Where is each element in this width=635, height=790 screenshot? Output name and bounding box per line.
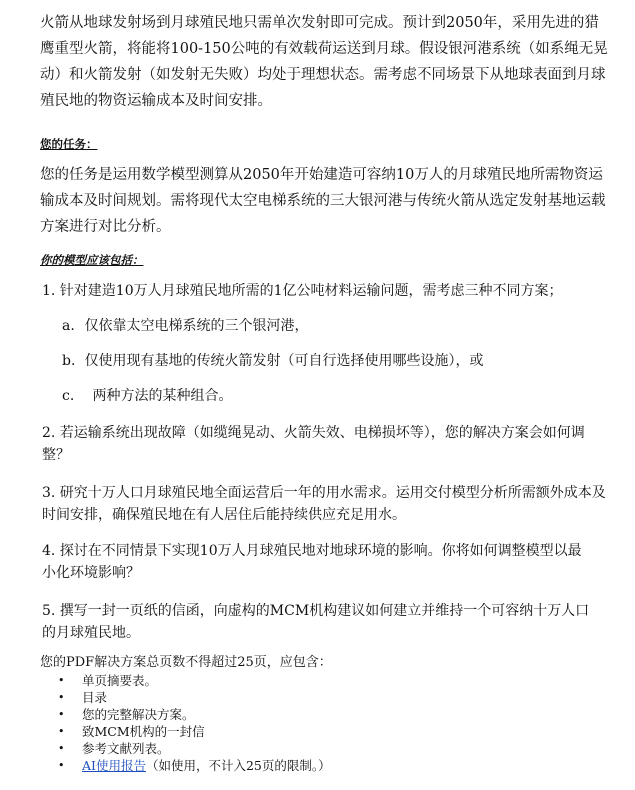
model-item-4: 4. 探讨在不同情景下实现10万人月球殖民地对地球环境的影响。你将如何调整模型以最小化环境影响？: [42, 543, 582, 581]
model-item-2: 2. 若运输系统出现故障（如缆绳晃动、火箭失效、电梯损坏等），您的解决方案会如何调整？: [42, 425, 585, 463]
model-item-3: 3. 研究十万人口月球殖民地全面运营后一年的用水需求。运用交付模型分析所需额外成本及时间安排，确保殖民地在有人居住后能持续供应充足用水。: [42, 485, 606, 523]
list-item: • 您的完整解决方案。: [58, 707, 195, 722]
list-item: [58, 757, 331, 774]
ai-report-note: （如使用，不计入25页的限制。）: [145, 758, 331, 773]
subitem-text: 仅依靠太空电梯系统的三个银河港，: [84, 318, 309, 334]
list-item: • 致MCM机构的一封信: [58, 724, 205, 739]
list-item: • 目录: [58, 690, 108, 705]
task-heading: 您的任务：: [40, 137, 98, 151]
list-item: • 单页摘要表。: [58, 673, 158, 688]
bullet-icon: •: [58, 725, 65, 738]
bullet-icon: •: [58, 708, 65, 721]
model-item-1: 1. 针对建造10万人月球殖民地所需的1亿公吨材料运输问题，需考虑三种不同方案；: [42, 283, 563, 299]
pdf-requirements: 您的PDF解决方案总页数不得超过25页，应包含：: [40, 655, 332, 670]
subitem-marker: a.: [62, 318, 75, 334]
bullet-icon: •: [58, 759, 65, 772]
model-subitem-c: [62, 385, 602, 407]
bullet-icon: •: [58, 674, 65, 687]
contents-list: [58, 672, 331, 774]
subitem-text: 仅使用现有基地的传统火箭发射（可自行选择使用哪些设施），或: [84, 353, 484, 369]
intro-paragraph: 火箭从地球发射场到月球殖民地只需单次发射即可完成。预计到2050年，采用先进的猎鹰重型火箭，将能将100-150公吨的有效载荷运送到月球。假设银河港系统（如系绳无晃动）和火箭发射（如发射无失败）均处于理想状态。需考虑不同场景下从地球表面到月球殖民地的物资运输成本及时间安排。: [40, 15, 608, 109]
model-heading: 你的模型应该包括：: [40, 253, 144, 267]
subitem-marker: b.: [62, 353, 76, 369]
subitem-text: 两种方法的某种组合。: [92, 388, 233, 404]
list-item: • 参考文献列表。: [58, 741, 170, 756]
bullet-icon: •: [58, 742, 65, 755]
ai-report-link[interactable]: AI使用报告: [82, 758, 146, 773]
task-paragraph: 您的任务是运用数学模型测算从2050年开始建造可容纳10万人的月球殖民地所需物资运输成本及时间规划。需将现代太空电梯系统的三大银河港与传统火箭从选定发射基地运载方案进行对比分析。: [40, 167, 606, 235]
model-subitem-b: [62, 350, 602, 372]
model-item-5: 5. 撰写一封一页纸的信函，向虚构的MCM机构建议如何建立并维持一个可容纳十万人口的月球殖民地。: [42, 603, 590, 641]
bullet-icon: •: [58, 691, 65, 704]
subitem-marker: c.: [62, 388, 75, 404]
model-subitem-a: [62, 315, 602, 337]
